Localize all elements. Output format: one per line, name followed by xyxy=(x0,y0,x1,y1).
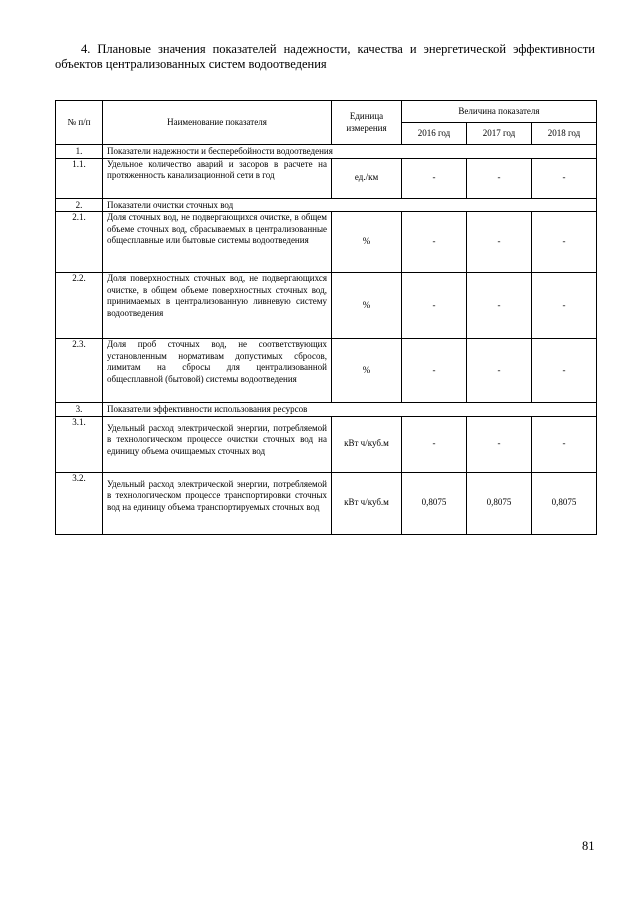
indicator-name: Удельный расход электрической энергии, потребляемой в технологическом процессе транспортировки сточных вод на единицу объема транспортируемых сточных вод xyxy=(103,472,332,534)
unit-cell: кВт ч/куб.м xyxy=(332,472,402,534)
col-header-name: Наименование показателя xyxy=(103,101,332,145)
value-cell: - xyxy=(532,416,597,472)
section-title: Показатели эффективности использования ресурсов xyxy=(103,403,597,417)
value-cell: 0,8075 xyxy=(402,472,467,534)
row-number: 3.1. xyxy=(56,416,103,472)
indicator-name: Доля сточных вод, не подвергающихся очистке, в общем объеме сточных вод, сбрасываемых в централизованные общесплавные или бытовые системы водоотведения xyxy=(103,212,332,273)
row-number: 2.3. xyxy=(56,339,103,403)
unit-cell: % xyxy=(332,339,402,403)
col-header-value-group: Величина показателя xyxy=(402,101,597,123)
value-cell: - xyxy=(402,273,467,339)
row-number: 2.1. xyxy=(56,212,103,273)
indicator-name: Удельный расход электрической энергии, потребляемой в технологическом процессе очистки сточных вод на единицу объема очищаемых сточных вод xyxy=(103,416,332,472)
value-cell: - xyxy=(402,416,467,472)
unit-cell: кВт ч/куб.м xyxy=(332,416,402,472)
col-header-year: 2016 год xyxy=(402,123,467,145)
value-cell: - xyxy=(467,158,532,198)
table-row xyxy=(56,339,597,403)
value-cell: - xyxy=(532,273,597,339)
indicator-name: Доля проб сточных вод, не соответствующих установленным нормативам допустимых сбросов, лимитам на сбросы для централизованной общесплавной (бытовой) системы водоотведения xyxy=(103,339,332,403)
unit-cell: % xyxy=(332,212,402,273)
value-cell: 0,8075 xyxy=(467,472,532,534)
table-section-row xyxy=(56,145,597,159)
value-cell: - xyxy=(467,416,532,472)
table-row xyxy=(56,212,597,273)
value-cell: - xyxy=(402,212,467,273)
indicator-name: Доля поверхностных сточных вод, не подвергающихся очистке, в общем объеме поверхностных сточных вод, принимаемых в централизованную ливневую систему водоотведения xyxy=(103,273,332,339)
value-cell: - xyxy=(532,212,597,273)
unit-cell: ед./км xyxy=(332,158,402,198)
col-header-unit: Единица измерения xyxy=(332,101,402,145)
value-cell: - xyxy=(402,339,467,403)
row-number: 1.1. xyxy=(56,158,103,198)
table-section-row xyxy=(56,403,597,417)
row-number: 3. xyxy=(56,403,103,417)
indicator-name: Удельное количество аварий и засоров в расчете на протяженность канализационной сети в год xyxy=(103,158,332,198)
value-cell: - xyxy=(467,339,532,403)
col-header-num: № п/п xyxy=(56,101,103,145)
value-cell: - xyxy=(532,158,597,198)
row-number: 3.2. xyxy=(56,472,103,534)
row-number: 2.2. xyxy=(56,273,103,339)
section-title: Показатели надежности и бесперебойности водоотведения xyxy=(103,145,597,159)
value-cell: - xyxy=(402,158,467,198)
value-cell: - xyxy=(532,339,597,403)
section-heading: 4. Плановые значения показателей надежности, качества и энергетической эффективности объектов централизованных систем водоотведения xyxy=(55,42,595,71)
table-section-row xyxy=(56,198,597,212)
unit-cell: % xyxy=(332,273,402,339)
section-title: Показатели очистки сточных вод xyxy=(103,198,597,212)
page-number: 81 xyxy=(582,839,595,853)
value-cell: 0,8075 xyxy=(532,472,597,534)
table-row xyxy=(56,416,597,472)
col-header-year: 2017 год xyxy=(467,123,532,145)
table-row xyxy=(56,472,597,534)
value-cell: - xyxy=(467,212,532,273)
row-number: 2. xyxy=(56,198,103,212)
table-row xyxy=(56,158,597,198)
indicators-table xyxy=(55,100,597,535)
row-number: 1. xyxy=(56,145,103,159)
table-row xyxy=(56,273,597,339)
col-header-year: 2018 год xyxy=(532,123,597,145)
value-cell: - xyxy=(467,273,532,339)
